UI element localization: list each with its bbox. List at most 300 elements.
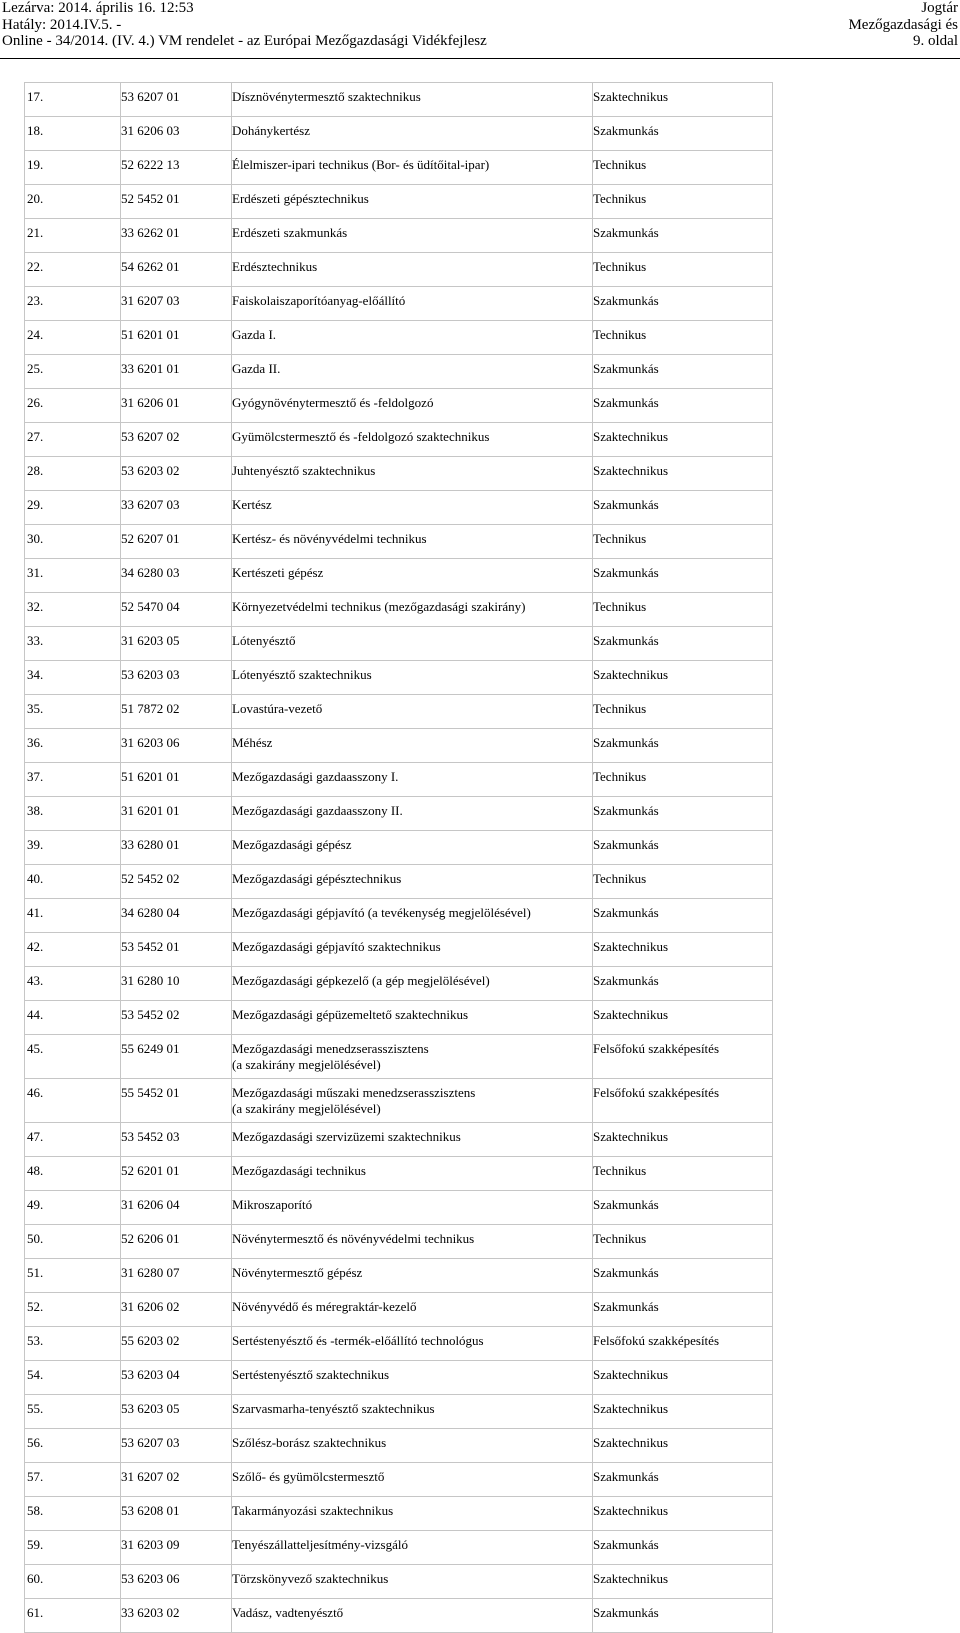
qualification-code: 55 6203 02 [121, 1333, 180, 1348]
qualification-name-cell [232, 967, 593, 1001]
qualification-name: Erdészeti gépésztechnikus [232, 191, 369, 206]
qualification-level: Szakmunkás [593, 565, 659, 580]
qualification-name: Mezőgazdasági gépjavító szaktechnikus [232, 939, 441, 954]
qualification-level: Technikus [593, 769, 647, 784]
qualification-name: Szarvasmarha-tenyésztő szaktechnikus [232, 1401, 435, 1416]
qualification-level-cell [593, 1001, 773, 1035]
qualification-level: Technikus [593, 327, 647, 342]
qualification-name: Dohánykertész [232, 123, 310, 138]
qualification-code-cell [121, 1395, 232, 1429]
qualification-code-cell [121, 219, 232, 253]
qualification-name-cell [232, 321, 593, 355]
qualification-level-cell [593, 1565, 773, 1599]
qualification-level-cell [593, 1225, 773, 1259]
qualification-name-note: (a szakirány megjelölésével) [232, 1057, 381, 1072]
qualification-name-cell [232, 1497, 593, 1531]
header-source: Jogtár [921, 0, 958, 16]
row-number-cell [25, 1035, 121, 1079]
qualification-code: 31 6280 10 [121, 973, 180, 988]
table-row [25, 1327, 773, 1361]
qualification-level: Szakmunkás [593, 1605, 659, 1620]
table-row [25, 355, 773, 389]
qualification-level: Szaktechnikus [593, 89, 669, 104]
qualification-name: Gazda I. [232, 327, 277, 342]
qualification-level: Szaktechnikus [593, 1401, 669, 1416]
row-number-cell [25, 423, 121, 457]
row-number-cell [25, 729, 121, 763]
qualification-name: Mezőgazdasági gépésztechnikus [232, 871, 402, 886]
row-number-cell [25, 1497, 121, 1531]
qualification-name: Mezőgazdasági gépkezelő (a gép megjelölésével) [232, 973, 490, 988]
qualification-level: Szakmunkás [593, 1469, 659, 1484]
row-number: 57. [27, 1469, 44, 1484]
row-number-cell [25, 457, 121, 491]
qualification-code-cell [121, 1497, 232, 1531]
qualification-code: 53 6207 03 [121, 1435, 180, 1450]
qualification-name: Sertéstenyésztő és -termék-előállító technológus [232, 1333, 484, 1348]
row-number: 24. [27, 327, 44, 342]
qualification-level: Szaktechnikus [593, 463, 669, 478]
qualification-code: 52 5470 04 [121, 599, 180, 614]
qualification-code: 31 6280 07 [121, 1265, 180, 1280]
qualification-name-cell [232, 457, 593, 491]
qualification-name: Lovastúra-vezető [232, 701, 323, 716]
qualification-code: 53 6203 05 [121, 1401, 180, 1416]
qualification-code-cell [121, 525, 232, 559]
row-number-cell [25, 321, 121, 355]
qualification-code-cell [121, 763, 232, 797]
table-row [25, 797, 773, 831]
qualification-code: 34 6280 04 [121, 905, 180, 920]
qualification-name: Szőlő- és gyümölcstermesztő [232, 1469, 385, 1484]
qualification-level: Technikus [593, 1163, 647, 1178]
row-number: 31. [27, 565, 44, 580]
row-number: 30. [27, 531, 44, 546]
qualification-level: Szakmunkás [593, 1299, 659, 1314]
row-number: 54. [27, 1367, 44, 1382]
row-number-cell [25, 287, 121, 321]
qualification-name: Törzskönyvező szaktechnikus [232, 1571, 389, 1586]
row-number: 22. [27, 259, 44, 274]
qualification-name: Környezetvédelmi technikus (mezőgazdasági szakirány) [232, 599, 526, 614]
header-right [848, 0, 958, 50]
qualification-name-cell [232, 1123, 593, 1157]
qualification-level: Szaktechnikus [593, 1571, 669, 1586]
table-row [25, 1497, 773, 1531]
qualification-code-cell [121, 797, 232, 831]
qualification-code-cell [121, 1225, 232, 1259]
row-number-cell [25, 797, 121, 831]
qualification-level: Szaktechnikus [593, 1129, 669, 1144]
qualification-level-cell [593, 729, 773, 763]
qualification-level: Szakmunkás [593, 905, 659, 920]
qualification-code: 31 6206 04 [121, 1197, 180, 1212]
qualification-level: Technikus [593, 191, 647, 206]
qualification-name: Lótenyésztő [232, 633, 296, 648]
table-row [25, 1001, 773, 1035]
qualification-level: Felsőfokú szakképesítés [593, 1085, 720, 1100]
qualification-level-cell [593, 1599, 773, 1633]
qualification-level: Felsőfokú szakképesítés [593, 1041, 720, 1056]
qualification-name: Gyógynövénytermesztő és -feldolgozó [232, 395, 434, 410]
qualification-code: 33 6207 03 [121, 497, 180, 512]
qualification-name-cell [232, 661, 593, 695]
qualification-name: Kertész [232, 497, 272, 512]
qualification-name: Vadász, vadtenyésztő [232, 1605, 344, 1620]
qualification-level: Szaktechnikus [593, 429, 669, 444]
table-row [25, 865, 773, 899]
qualification-name-cell [232, 117, 593, 151]
qualification-name: Mezőgazdasági technikus [232, 1163, 366, 1178]
qualification-level-cell [593, 1191, 773, 1225]
qualification-name: Kertészeti gépész [232, 565, 324, 580]
table-row [25, 219, 773, 253]
qualification-level: Technikus [593, 871, 647, 886]
table-row [25, 1531, 773, 1565]
row-number: 18. [27, 123, 44, 138]
row-number: 37. [27, 769, 44, 784]
qualification-level: Szakmunkás [593, 361, 659, 376]
row-number: 34. [27, 667, 44, 682]
qualification-level-cell [593, 559, 773, 593]
qualification-level-cell [593, 355, 773, 389]
qualification-name-cell [232, 797, 593, 831]
row-number-cell [25, 1361, 121, 1395]
qualification-code-cell [121, 287, 232, 321]
qualification-code-cell [121, 1259, 232, 1293]
row-number: 45. [27, 1041, 44, 1056]
qualification-name: Dísznövénytermesztő szaktechnikus [232, 89, 421, 104]
table-row [25, 321, 773, 355]
qualification-code: 52 6206 01 [121, 1231, 180, 1246]
qualification-code: 53 5452 02 [121, 1007, 180, 1022]
row-number-cell [25, 1395, 121, 1429]
table-row [25, 1035, 773, 1079]
row-number: 29. [27, 497, 44, 512]
qualification-level: Technikus [593, 599, 647, 614]
table-row [25, 1157, 773, 1191]
row-number: 50. [27, 1231, 44, 1246]
qualification-code-cell [121, 1079, 232, 1123]
qualification-level-cell [593, 933, 773, 967]
qualification-code: 52 5452 01 [121, 191, 180, 206]
qualification-code-cell [121, 899, 232, 933]
qualification-code-cell [121, 593, 232, 627]
qualification-code-cell [121, 933, 232, 967]
qualification-code: 31 6201 01 [121, 803, 180, 818]
row-number: 53. [27, 1333, 44, 1348]
qualification-name-cell [232, 1191, 593, 1225]
qualification-name: Növényvédő és méregraktár-kezelő [232, 1299, 417, 1314]
qualification-code: 31 6207 02 [121, 1469, 180, 1484]
qualification-code: 55 6249 01 [121, 1041, 180, 1056]
qualification-level-cell [593, 287, 773, 321]
qualification-code-cell [121, 1035, 232, 1079]
row-number: 23. [27, 293, 44, 308]
qualification-code-cell [121, 1361, 232, 1395]
qualification-level-cell [593, 1293, 773, 1327]
row-number-cell [25, 865, 121, 899]
qualification-level-cell [593, 1079, 773, 1123]
row-number: 33. [27, 633, 44, 648]
qualification-name-cell [232, 1001, 593, 1035]
qualification-code-cell [121, 627, 232, 661]
qualification-level-cell [593, 1395, 773, 1429]
header-effective: Hatály: 2014.IV.5. - [2, 16, 122, 33]
qualification-level: Szaktechnikus [593, 939, 669, 954]
qualification-name-cell [232, 559, 593, 593]
qualification-code-cell [121, 185, 232, 219]
qualification-name: Juhtenyésztő szaktechnikus [232, 463, 376, 478]
qualification-code-cell [121, 865, 232, 899]
qualification-code-cell [121, 1531, 232, 1565]
table-row [25, 695, 773, 729]
qualification-name-cell [232, 219, 593, 253]
row-number: 20. [27, 191, 44, 206]
table-row [25, 1191, 773, 1225]
row-number: 49. [27, 1197, 44, 1212]
qualification-level-cell [593, 865, 773, 899]
qualification-level-cell [593, 1463, 773, 1497]
qualification-name: Faiskolaiszaporítóanyag-előállító [232, 293, 406, 308]
row-number-cell [25, 695, 121, 729]
qualification-name-cell [232, 1361, 593, 1395]
qualification-code-cell [121, 1157, 232, 1191]
row-number: 36. [27, 735, 44, 750]
qualification-level-cell [593, 593, 773, 627]
qualification-level-cell [593, 967, 773, 1001]
qualification-name: Mezőgazdasági gazdaasszony II. [232, 803, 403, 818]
qualification-level-cell [593, 1531, 773, 1565]
qualification-code-cell [121, 1599, 232, 1633]
qualification-code-cell [121, 457, 232, 491]
qualification-code: 53 5452 01 [121, 939, 180, 954]
row-number-cell [25, 1531, 121, 1565]
qualification-code: 53 6203 02 [121, 463, 180, 478]
qualification-name-cell [232, 1463, 593, 1497]
row-number: 25. [27, 361, 44, 376]
qualification-name-cell [232, 185, 593, 219]
qualification-code-cell [121, 1565, 232, 1599]
qualification-name: Erdésztechnikus [232, 259, 318, 274]
qualification-code: 51 6201 01 [121, 769, 180, 784]
row-number: 26. [27, 395, 44, 410]
qualification-name: Élelmiszer-ipari technikus (Bor- és üdítőital-ipar) [232, 157, 490, 172]
qualification-code-cell [121, 1123, 232, 1157]
table-row [25, 117, 773, 151]
qualification-name-cell [232, 729, 593, 763]
table-row [25, 661, 773, 695]
qualification-name-cell [232, 593, 593, 627]
row-number-cell [25, 933, 121, 967]
qualification-name: Mezőgazdasági műszaki menedzserasszisztens [232, 1085, 476, 1100]
qualification-name-cell [232, 1259, 593, 1293]
qualification-name-cell [232, 1157, 593, 1191]
qualification-name-cell [232, 831, 593, 865]
qualification-name-cell [232, 1599, 593, 1633]
row-number-cell [25, 661, 121, 695]
row-number: 47. [27, 1129, 44, 1144]
qualification-name-cell [232, 253, 593, 287]
qualification-level-cell [593, 1361, 773, 1395]
qualification-code: 53 5452 03 [121, 1129, 180, 1144]
qualification-name: Lótenyésztő szaktechnikus [232, 667, 372, 682]
qualification-code: 52 6201 01 [121, 1163, 180, 1178]
table-row [25, 1293, 773, 1327]
qualification-level-cell [593, 491, 773, 525]
qualification-code-cell [121, 423, 232, 457]
qualification-level-cell [593, 1497, 773, 1531]
qualification-code: 31 6203 05 [121, 633, 180, 648]
row-number-cell [25, 1079, 121, 1123]
qualification-level-cell [593, 219, 773, 253]
qualification-name-cell [232, 389, 593, 423]
row-number: 43. [27, 973, 44, 988]
qualification-name: Mezőgazdasági szervizüzemi szaktechnikus [232, 1129, 461, 1144]
qualification-code: 53 6207 02 [121, 429, 180, 444]
table-row [25, 627, 773, 661]
qualification-code: 31 6206 03 [121, 123, 180, 138]
row-number: 51. [27, 1265, 44, 1280]
qualification-name: Mezőgazdasági gépjavító (a tevékenység megjelölésével) [232, 905, 531, 920]
qualification-code-cell [121, 321, 232, 355]
row-number-cell [25, 831, 121, 865]
qualification-code-cell [121, 661, 232, 695]
row-number-cell [25, 151, 121, 185]
qualification-level-cell [593, 83, 773, 117]
table-row [25, 831, 773, 865]
row-number-cell [25, 1293, 121, 1327]
qualification-level: Szakmunkás [593, 293, 659, 308]
qualification-level-cell [593, 797, 773, 831]
row-number-cell [25, 1565, 121, 1599]
row-number-cell [25, 1157, 121, 1191]
qualification-level: Szakmunkás [593, 395, 659, 410]
qualification-code: 55 5452 01 [121, 1085, 180, 1100]
qualification-level-cell [593, 423, 773, 457]
qualification-code: 31 6207 03 [121, 293, 180, 308]
qualification-level: Szaktechnikus [593, 1435, 669, 1450]
table-row [25, 1429, 773, 1463]
table-row [25, 1123, 773, 1157]
qualification-name-cell [232, 491, 593, 525]
row-number: 38. [27, 803, 44, 818]
qualification-level: Technikus [593, 157, 647, 172]
qualification-code: 33 6262 01 [121, 225, 180, 240]
qualification-code: 31 6203 06 [121, 735, 180, 750]
qualification-level-cell [593, 117, 773, 151]
row-number: 32. [27, 599, 44, 614]
qualification-code: 51 7872 02 [121, 701, 180, 716]
table-row [25, 1463, 773, 1497]
row-number-cell [25, 1327, 121, 1361]
qualification-level: Szaktechnikus [593, 1007, 669, 1022]
qualification-level: Szakmunkás [593, 1197, 659, 1212]
row-number: 60. [27, 1571, 44, 1586]
row-number-cell [25, 525, 121, 559]
qualification-name-cell [232, 1395, 593, 1429]
qualification-name-cell [232, 627, 593, 661]
table-row [25, 389, 773, 423]
table-row [25, 967, 773, 1001]
qualification-level: Szakmunkás [593, 225, 659, 240]
table-row [25, 559, 773, 593]
row-number: 46. [27, 1085, 44, 1100]
qualification-name-cell [232, 423, 593, 457]
qualification-name-cell [232, 865, 593, 899]
qualification-code-cell [121, 83, 232, 117]
qualification-level: Szakmunkás [593, 1537, 659, 1552]
qualification-name: Mezőgazdasági gépüzemeltető szaktechnikus [232, 1007, 469, 1022]
qualification-code-cell [121, 253, 232, 287]
row-number-cell [25, 253, 121, 287]
qualification-level: Szaktechnikus [593, 1503, 669, 1518]
row-number-cell [25, 185, 121, 219]
row-number: 40. [27, 871, 44, 886]
qualification-level: Szakmunkás [593, 735, 659, 750]
qualification-name: Gazda II. [232, 361, 281, 376]
qualification-name-cell [232, 1225, 593, 1259]
table-row [25, 83, 773, 117]
table-row [25, 593, 773, 627]
table-row [25, 933, 773, 967]
row-number-cell [25, 491, 121, 525]
row-number: 59. [27, 1537, 44, 1552]
qualification-name: Tenyészállatteljesítmény-vizsgáló [232, 1537, 408, 1552]
row-number-cell [25, 1599, 121, 1633]
table-row [25, 1395, 773, 1429]
qualification-code-cell [121, 1001, 232, 1035]
qualification-name-cell [232, 355, 593, 389]
qualification-level-cell [593, 695, 773, 729]
row-number-cell [25, 967, 121, 1001]
row-number: 21. [27, 225, 44, 240]
qualification-code: 53 6203 04 [121, 1367, 180, 1382]
qualification-name: Takarmányozási szaktechnikus [232, 1503, 394, 1518]
row-number-cell [25, 1123, 121, 1157]
row-number-cell [25, 117, 121, 151]
qualification-code-cell [121, 491, 232, 525]
qualification-code: 52 6207 01 [121, 531, 180, 546]
qualification-level-cell [593, 185, 773, 219]
qualification-code: 52 5452 02 [121, 871, 180, 886]
qualification-name-cell [232, 1429, 593, 1463]
qualification-code: 51 6201 01 [121, 327, 180, 342]
qualification-level-cell [593, 151, 773, 185]
qualification-code: 53 6203 03 [121, 667, 180, 682]
qualification-level: Szakmunkás [593, 497, 659, 512]
qualification-level-cell [593, 525, 773, 559]
qualification-code: 53 6208 01 [121, 1503, 180, 1518]
table-row [25, 185, 773, 219]
qualification-code: 33 6203 02 [121, 1605, 180, 1620]
qualification-code: 53 6207 01 [121, 89, 180, 104]
row-number-cell [25, 1429, 121, 1463]
qualification-name: Erdészeti szakmunkás [232, 225, 348, 240]
table-row [25, 1565, 773, 1599]
qualification-name: Méhész [232, 735, 273, 750]
row-number: 52. [27, 1299, 44, 1314]
qualification-name-cell [232, 933, 593, 967]
qualification-level: Szakmunkás [593, 123, 659, 138]
qualification-level-cell [593, 763, 773, 797]
qualification-level-cell [593, 627, 773, 661]
table-row [25, 1361, 773, 1395]
row-number: 41. [27, 905, 44, 920]
qualification-name-cell [232, 1293, 593, 1327]
qualification-level-cell [593, 1327, 773, 1361]
row-number-cell [25, 389, 121, 423]
